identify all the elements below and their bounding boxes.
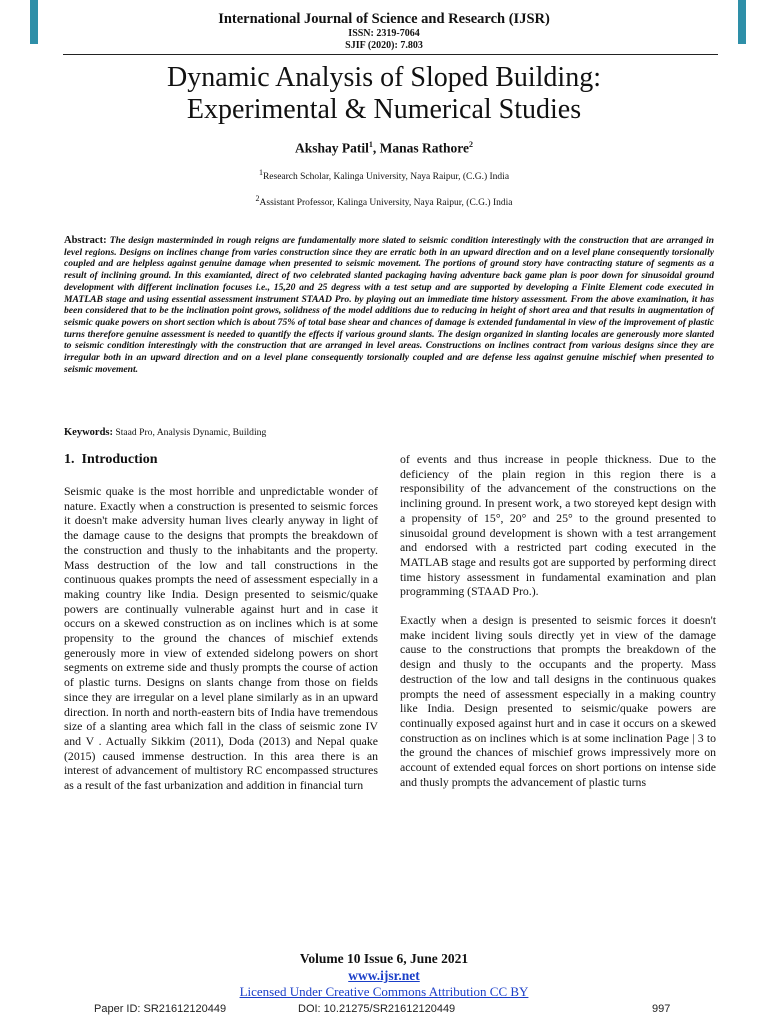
paper-title [0, 62, 768, 126]
page-footer [0, 950, 768, 1000]
keywords-text: Staad Pro, Analysis Dynamic, Building [115, 427, 267, 438]
footer-url-link[interactable]: www.ijsr.net [348, 968, 420, 983]
right-column [400, 452, 716, 789]
affiliation-1-sup: 1 [258, 168, 263, 177]
footer-license-link[interactable]: Licensed Under Creative Commons Attribution CC BY [239, 984, 529, 999]
author-2: Manas Rathore [379, 140, 469, 156]
keywords-label: Keywords: [64, 427, 113, 438]
author-separator: , [372, 140, 380, 156]
authors [0, 140, 768, 157]
keywords [64, 427, 714, 438]
right-column-paragraph-2: Exactly when a design is presented to seismic forces it doesn't make incident living souls directly yet in view of the damage cause to the constructions that prompts the breakdown of the design and thusly to the occupants and the property. Mass destruction of the low and tall designs in the continuous quakes prompts the need of assessment especially in a making country like India. Design presented to seismic/quake powers are continually exposed against hurt and in case it occurs on a skewed construction as on inclines which is at some inclination Page | 3 to the ground the chances of mischief grows impressively more on account of extended equal forces on short portions on intense side and thusly prompts the advancement of plastic turns [400, 613, 716, 789]
abstract-body: The design masterminded in rough reigns are fundamentally more slated to seismic condition interestingly with the construction that are arranged in level regions. Designs on inclines change from varies construction since they are erratic both in an upward direction and on a level plane consequently torsionally coupled and are helpless against genuine damage when presented to seismic movement. The portions of ground story have contracting stature of segments as a result of inclining ground. In this examianted, direct of two celebrated slanted packaging having adventure back game plan is poor down for sinusoidal ground development with different inclination focuses i.e., 15,20 and 25 degress with a test setup and are supported by developing a Finite Element code executed in MATLAB stage and using essential assessment instrument STAAD Pro. by playing out an immediate time history assessment. From the above examination, it has been considered that to be the inclination point grows, solidness of the model additions due to reducing in height of short area and that results in augmentation of seismic quake powers on short section which is about 75% of total base shear and chances of damage is extended fundamental in view of the improvement of plastic turns therefore genuine assessment is needed to quantify the effects if various ground slants. The design organized in slanting locales are generously more slanted to seismic condition interestingly with the construction that are arranged in level areas. Constructions on inclines contract from various designs since they are irregular both in an upward direction and on a level plane consequently torsionally coupled and are defense less against genuine mischief when presented to seismic movement. [64, 235, 714, 375]
footer-volume: Volume 10 Issue 6, June 2021 [299, 951, 469, 966]
journal-sjif: SJIF (2020): 7.803 [345, 40, 423, 51]
author-2-sup: 2 [469, 140, 473, 149]
affiliation-2-text: Assistant Professor, Kalinga University, Naya Raipur, (C.G.) India [259, 198, 513, 209]
journal-name: International Journal of Science and Research (IJSR) [218, 11, 550, 27]
section-number: 1. [64, 452, 75, 467]
affiliation-1-text: Research Scholar, Kalinga University, Naya Raipur, (C.G.) India [262, 172, 510, 183]
paper-title-line-2: Experimental & Numerical Studies [186, 94, 582, 125]
affiliation-1 [0, 168, 768, 182]
journal-issn: ISSN: 2319-7064 [348, 28, 420, 39]
abstract [64, 235, 714, 375]
footer-paper-id: Paper ID: SR21612120449 [94, 1003, 227, 1015]
journal-header [0, 10, 768, 52]
footer-page-number: 997 [652, 1003, 671, 1015]
affiliation-2 [0, 194, 768, 208]
left-column-paragraph: Seismic quake is the most horrible and unpredictable wonder of nature. Exactly when a construction is presented to seismic forces it doesn't make adversity human lives clearly anyway in light of the damage cause to the designs that prompts the breakdown of the construction and thusly to the inhabitants and the property. Mass destruction of the low and tall constructions in the continuous quakes prompts the need of assessment especially in a making country like India. Design presented to seismic/quake powers are continually vulnerable against hurt and in case it occurs on a skewed construction as on inclines which is at some propensity to the ground the chances of mischief extends generously more in view of extended sidelong powers on short segments on extreme side and thusly prompts the course of action of plastic turns. Designs on slants change from those on fields since they are irregular on a level plane similarly as in an upward direction. In north and north-eastern bits of India have tremendous size of a slanting area which fall in the class of seismic zone IV and V . Actually Sikkim (2011), Doda (2013) and Nepal quake (2015) caused immense destruction. In this area there is an interest of advancement of multistory RC encompassed structures as a result of the fast urbanization and addition in financial turn [64, 484, 378, 793]
section-title: Introduction [81, 452, 158, 467]
paper-title-line-1: Dynamic Analysis of Sloped Building: [167, 62, 601, 93]
footer-doi: DOI: 10.21275/SR21612120449 [298, 1003, 456, 1015]
section-heading-introduction [64, 452, 157, 468]
abstract-label: Abstract: [64, 235, 107, 246]
header-rule [63, 54, 718, 55]
author-1: Akshay Patil [294, 140, 369, 156]
affiliation-2-sup: 2 [255, 194, 260, 203]
author-1-sup: 1 [368, 140, 373, 149]
left-column [64, 484, 378, 793]
right-column-paragraph-1: of events and thus increase in people thickness. Due to the deficiency of the plain region in this region there is a responsibility of the advancement of the constructions on the inclining ground. In present work, a two storeyed kept design with a propensity of 15°, 20° and 25° to the ground presented to sinusoidal ground development is shown with a test arrangement and endorsed with a restricted part coding executed in the MATLAB stage and results got are supported by performing direct time history assessment in fundamental examination and plan programming (STAAD Pro.). [400, 452, 716, 599]
